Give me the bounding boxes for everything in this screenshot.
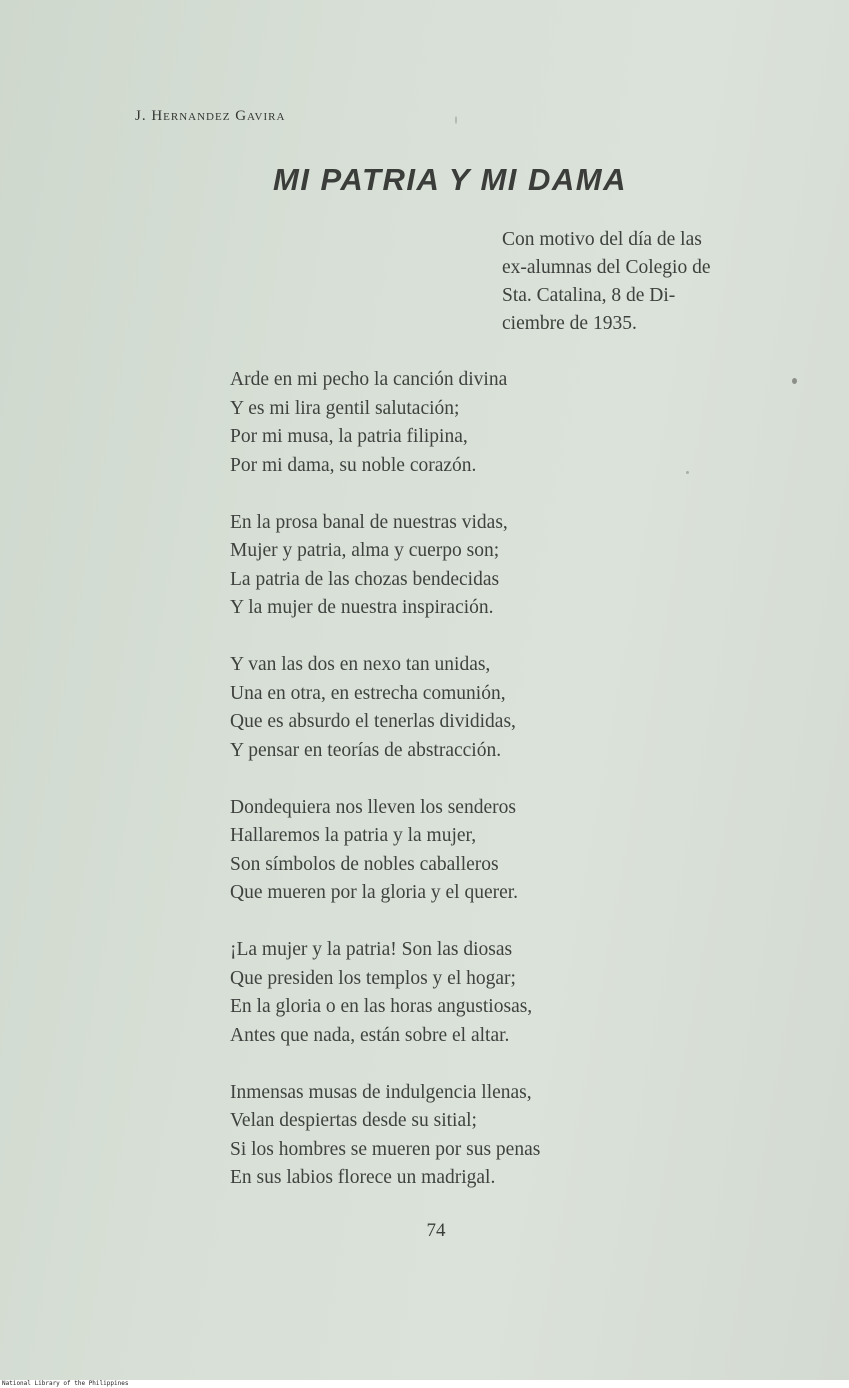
verse-line: Son símbolos de nobles caballeros [230,853,499,875]
stanza-4 [230,794,660,908]
verse-line: Una en otra, en estrecha comunión, [230,682,506,704]
stanza-5 [230,936,660,1050]
stanza-1 [230,366,660,480]
verse-line: Por mi dama, su noble corazón. [230,454,477,476]
verse-line: Inmensas musas de indulgencia llenas, [230,1081,532,1103]
poem-body [230,366,660,1221]
paper-speck [792,378,797,384]
verse-line: Y pensar en teorías de abstracción. [230,739,502,761]
dedication-line: Sta. Catalina, 8 de Di- [502,285,676,306]
stanza-2 [230,509,660,623]
verse-line: Y la mujer de nuestra inspiración. [230,597,494,618]
poem-title: MI PATRIA Y MI DAMA [273,162,627,197]
verse-line: Que es absurdo el tenerlas divididas, [230,711,516,732]
verse-line: Antes que nada, están sobre el altar. [230,1024,510,1046]
verse-line: ¡La mujer y la patria! Son las diosas [230,939,513,960]
verse-line: En la gloria o en las horas angustiosas, [230,996,533,1017]
verse-line: Y van las dos en nexo tan unidas, [230,654,491,675]
running-header-author: J. Hernandez Gavira [135,108,286,124]
verse-line: Mujer y patria, alma y cuerpo son; [230,540,500,561]
verse-line: Hallaremos la patria y la mujer, [230,825,477,846]
dedication-line: ciembre de 1935. [502,313,637,334]
verse-line: En sus labios florece un madrigal. [230,1167,496,1188]
library-watermark: National Library of the Philippines [2,1380,129,1387]
verse-line: Que mueren por la gloria y el querer. [230,882,519,903]
verse-line: Por mi musa, la patria filipina, [230,426,468,447]
verse-line: Dondequiera nos lleven los senderos [230,796,516,818]
verse-line: En la prosa banal de nuestras vidas, [230,511,508,533]
stanza-3 [230,651,660,765]
paper-speck [455,116,457,124]
verse-line: Velan despiertas desde su sitial; [230,1110,477,1131]
dedication-line: ex-alumnas del Colegio de [502,257,711,278]
dedication-line: Con motivo del día de las [502,229,702,250]
paper-speck [686,471,689,474]
poem-dedication [502,226,772,338]
verse-line: Arde en mi pecho la canción divina [230,369,508,390]
page-number: 74 [426,1220,446,1241]
verse-line: Que presiden los templos y el hogar; [230,967,516,989]
verse-line: Si los hombres se mueren por sus penas [230,1138,541,1160]
verse-line: Y es mi lira gentil salutación; [230,397,460,419]
stanza-6 [230,1079,660,1193]
verse-line: La patria de las chozas bendecidas [230,568,500,590]
